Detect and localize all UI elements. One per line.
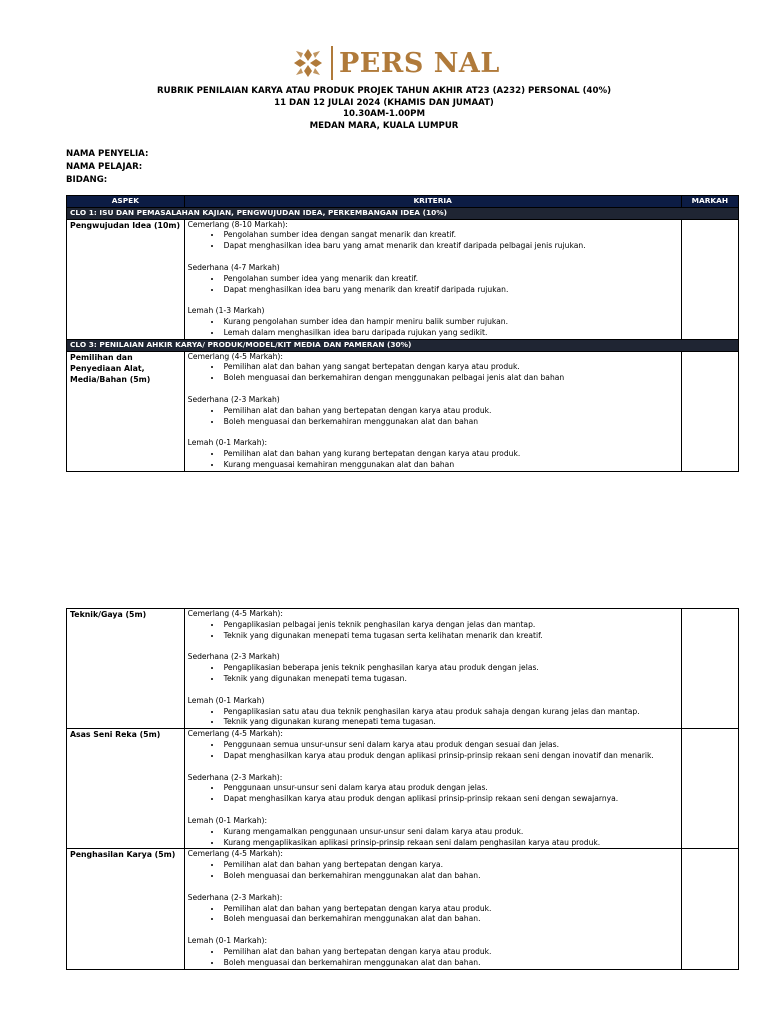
clo-row [67,339,739,351]
level-label: Sederhana (2-3 Markah): [187,772,283,782]
level-label: Cemerlang (4-5 Markah): [187,609,283,618]
criteria-item: • Pengaplikasian pelbagai jenis teknik penghasilan karya dengan jelas dan mantap. [222,620,678,631]
criteria-list [188,317,678,339]
criteria-list [188,230,678,252]
field-of-study-field: BIDANG: [66,175,108,185]
level-spacer [188,252,678,263]
rubric-table [66,195,739,472]
criteria-item: • Kurang menguasai kemahiran menggunakan alat dan bahan [222,460,678,471]
criteria-item: • Pengolahan sumber idea dengan sangat menarik dan kreatif. [222,230,678,241]
criteria-item: • Dapat menghasilkan idea baru yang amat menarik dan kreatif daripada pelbagai jenis rujukan. [222,241,678,252]
level-label: Cemerlang (4-5 Markah): [187,729,283,739]
level-spacer [188,427,678,438]
criteria-list [188,362,678,384]
criteria-item: • Boleh menguasai dan berkemahiran menggunakan alat dan bahan [222,417,678,428]
markah-cell [681,729,738,849]
brand-mark-icon [290,45,326,81]
table-header-row [67,196,739,208]
header-markah: MARKAH [681,196,738,208]
criteria-item: • Lemah dalam menghasilkan idea baru daripada rujukan yang sedikit. [222,328,678,339]
criteria-item: • Pemilihan alat dan bahan yang bertepatan dengan karya. [222,860,678,871]
criteria-item: • Kurang mengamalkan penggunaan unsur-unsur seni dalam karya atau produk. [222,827,678,838]
aspek-cell: Teknik/Gaya (5m) [67,609,185,729]
title-line: 10.30AM-1.00PM [342,109,425,119]
criteria-item: • Pengolahan sumber idea yang menarik dan kreatif. [222,274,678,285]
kriteria-cell [184,729,681,849]
level-spacer [188,685,678,696]
criteria-item: • Penggunaan unsur-unsur seni dalam karya atau produk dengan jelas. [222,783,678,794]
title-line: RUBRIK PENILAIAN KARYA ATAU PRODUK PROJEK TAHUN AKHIR AT23 (A232) PERSONAL (40%) [156,86,612,96]
criteria-item: • Dapat menghasilkan karya atau produk dengan aplikasi prinsip-prinsip rekaan seni dengan inovatif dan menarik. [222,751,678,762]
clo-row [67,207,739,219]
criteria-item: • Pemilihan alat dan bahan yang bertepatan dengan karya atau produk. [222,406,678,417]
header-aspek: ASPEK [67,196,185,208]
criteria-list [188,274,678,296]
kriteria-cell [184,849,681,969]
criteria-item: • Pemilihan alat dan bahan yang bertepatan dengan karya atau produk. [222,947,678,958]
rubric-row [67,351,739,471]
aspek-cell: Pemilihan dan Penyediaan Alat, Media/Bahan (5m) [67,351,185,471]
kriteria-cell [184,219,681,339]
brand-wordmark: PERS NAL [339,47,500,79]
brand-divider [331,46,333,80]
level-spacer [188,762,678,773]
level-label: Lemah (0-1 Markah): [187,936,268,946]
title-line: 11 DAN 12 JULAI 2024 (KHAMIS DAN JUMAAT) [274,97,494,108]
meta-fields [66,148,148,187]
criteria-item: • Boleh menguasai dan berkemahiran menggunakan alat dan bahan. [222,914,678,925]
kriteria-cell [184,609,681,729]
markah-cell [681,351,738,471]
header-kriteria: KRITERIA [184,196,681,208]
criteria-list [188,860,678,882]
criteria-list [188,827,678,849]
criteria-item: • Pemilihan alat dan bahan yang sangat bertepatan dengan karya atau produk. [222,362,678,373]
level-label: Sederhana (4-7 Markah) [187,262,280,272]
level-label: Lemah (0-1 Markah): [187,815,268,825]
criteria-list [188,449,678,471]
criteria-list [188,406,678,428]
level-label: Sederhana (2-3 Markah): [187,892,283,902]
criteria-item: • Pengaplikasian satu atau dua teknik penghasilan karya atau produk sahaja dengan kurang jelas dan mantap. [222,707,678,718]
student-name-field: NAMA PELAJAR: [66,162,143,172]
rubric-row [67,849,739,969]
level-spacer [188,882,678,893]
criteria-item: • Pemilihan alat dan bahan yang kurang bertepatan dengan karya atau produk. [222,449,678,460]
clo-heading: CLO 1: ISU DAN PEMASALAHAN KAJIAN, PENGWUJUDAN IDEA, PERKEMBANGAN IDEA (10%) [67,207,739,219]
criteria-item: • Dapat menghasilkan karya atau produk dengan aplikasi prinsip-prinsip rekaan seni dengan sewajarnya. [222,794,678,805]
markah-cell [681,849,738,969]
criteria-item: • Teknik yang digunakan menepati tema tugasan serta kelihatan menarik dan kreatif. [222,631,678,642]
criteria-item: • Pemilihan alat dan bahan yang bertepatan dengan karya atau produk. [222,904,678,915]
level-spacer [188,295,678,306]
criteria-list [188,947,678,969]
level-label: Lemah (0-1 Markah): [187,438,268,448]
criteria-list [188,904,678,926]
criteria-item: • Teknik yang digunakan menepati tema tugasan. [222,674,678,685]
criteria-list [188,663,678,685]
level-label: Sederhana (2-3 Markah) [187,394,280,404]
supervisor-name-field: NAMA PENYELIA: [66,149,149,159]
title-line: MEDAN MARA, KUALA LUMPUR [309,120,459,131]
level-spacer [188,805,678,816]
level-label: Cemerlang (4-5 Markah): [187,351,283,361]
criteria-list [188,740,678,762]
criteria-item: • Kurang pengolahan sumber idea dan hampir meniru balik sumber rujukan. [222,317,678,328]
aspek-cell: Pengwujudan Idea (10m) [67,219,185,339]
rubric-row [67,609,739,729]
level-label: Sederhana (2-3 Markah) [187,652,280,662]
criteria-item: • Boleh menguasai dan berkemahiran dengan menggunakan pelbagai jenis alat dan bahan [222,373,678,384]
markah-cell [681,609,738,729]
brand-logo [290,44,500,82]
criteria-item: • Dapat menghasilkan idea baru yang menarik dan kreatif daripada rujukan. [222,285,678,296]
rubric-row [67,219,739,339]
level-spacer [188,925,678,936]
level-label: Cemerlang (4-5 Markah): [187,849,283,859]
markah-cell [681,219,738,339]
criteria-item: • Teknik yang digunakan kurang menepati tema tugasan. [222,717,678,728]
criteria-item: • Pengaplikasian beberapa jenis teknik penghasilan karya atau produk dengan jelas. [222,663,678,674]
kriteria-cell [184,351,681,471]
aspek-cell: Asas Seni Reka (5m) [67,729,185,849]
criteria-item: • Boleh menguasai dan berkemahiran menggunakan alat dan bahan. [222,958,678,969]
clo-heading: CLO 3: PENILAIAN AHKIR KARYA/ PRODUK/MODEL/KIT MEDIA DAN PAMERAN (30%) [67,339,739,351]
rubric-table-continued [66,608,739,970]
level-label: Lemah (1-3 Markah) [187,306,265,316]
document-title [0,86,768,132]
criteria-item: • Kurang mengaplikasikan aplikasi prinsip-prinsip rekaan seni dalam penghasilan karya atau produk. [222,838,678,849]
criteria-list [188,707,678,729]
criteria-item: • Boleh menguasai dan berkemahiran menggunakan alat dan bahan. [222,871,678,882]
criteria-list [188,620,678,642]
level-spacer [188,384,678,395]
aspek-cell: Penghasilan Karya (5m) [67,849,185,969]
criteria-item: • Penggunaan semua unsur-unsur seni dalam karya atau produk dengan sesuai dan jelas. [222,740,678,751]
rubric-row [67,729,739,849]
level-label: Cemerlang (8-10 Markah): [187,219,288,229]
level-label: Lemah (0-1 Markah) [187,695,265,705]
level-spacer [188,641,678,652]
criteria-list [188,783,678,805]
